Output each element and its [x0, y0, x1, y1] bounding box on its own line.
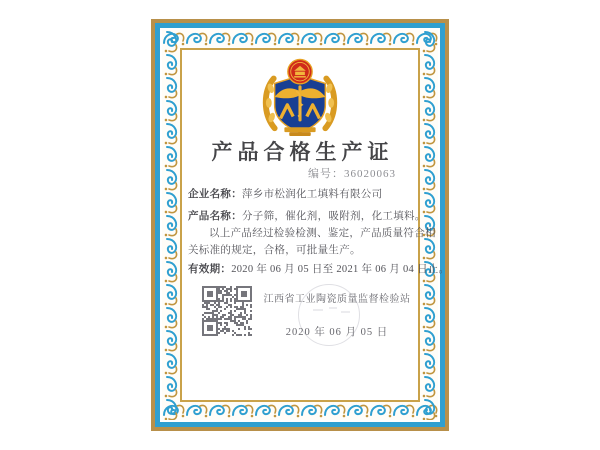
quality-supervision-emblem-icon — [261, 56, 339, 140]
company-value: 萍乡市松润化工填料有限公司 — [242, 189, 383, 200]
certificate-blue-border — [155, 23, 450, 427]
certificate-title: 产品合格生产证 — [211, 140, 394, 164]
issuer-name: 江西省工业陶瓷质量监督检验站 — [263, 294, 411, 305]
certificate-gold-border — [151, 19, 449, 431]
validity-label: 有效期： — [188, 264, 232, 275]
product-value: 分子筛，催化剂，吸附剂，化工填料。 — [242, 211, 426, 222]
serial-number — [308, 165, 396, 181]
certificate-text-block — [188, 186, 450, 278]
serial-value: 36020063 — [344, 168, 396, 180]
certificate — [151, 19, 449, 431]
certificate-ornament-band — [162, 30, 450, 420]
product-line — [188, 208, 426, 225]
ornament-strip-left-icon — [162, 30, 180, 420]
serial-label: 编号： — [308, 168, 344, 180]
ornament-strip-bottom-icon — [162, 402, 438, 420]
validity-value: 2020 年 06 月 05 日至 2021 年 06 月 04 日止。 — [231, 264, 450, 275]
ornament-strip-top-icon — [162, 30, 438, 48]
issue-date: 2020 年 06 月 05 日 — [285, 327, 389, 338]
qr-code-icon — [202, 286, 252, 336]
company-line — [188, 186, 415, 203]
statement-line-2: 关标准的规定，合格，可批量生产。 — [188, 245, 361, 256]
certificate-border-gap — [160, 28, 450, 422]
certificate-body — [180, 48, 450, 402]
company-label: 企业名称： — [188, 189, 242, 200]
product-label: 产品名称： — [188, 211, 242, 222]
validity-line — [188, 261, 450, 278]
statement-line-1: 以上产品经过检验检测、鉴定，产品质量符合相 — [209, 228, 436, 239]
